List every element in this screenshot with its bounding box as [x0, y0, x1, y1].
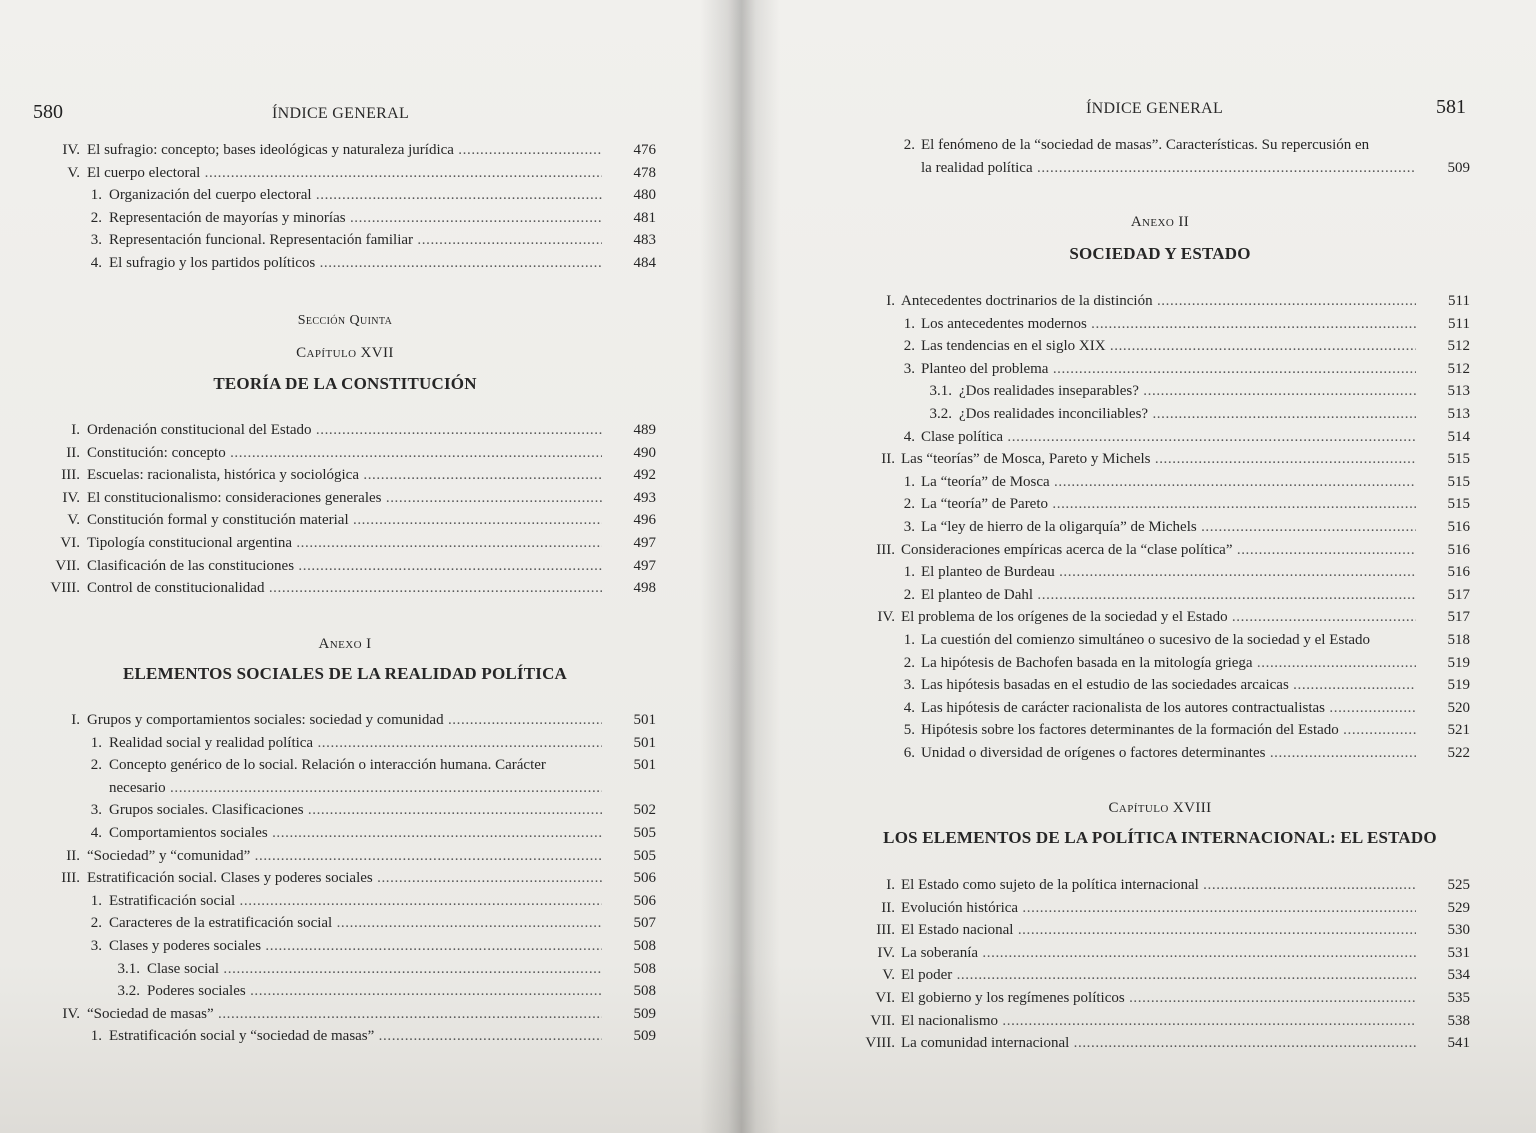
toc-entry-title: La hipótesis de Bachofen basada en la mitología griega ..... — [921, 652, 1416, 675]
toc-entry-title: necesario ..... — [109, 777, 602, 800]
toc-entry-number: II. — [66, 444, 80, 461]
toc-entry-number: 3. — [90, 802, 102, 819]
toc-entry — [760, 1010, 1536, 1033]
toc-entry-page: 489 — [633, 422, 656, 438]
toc-entry-number: 2. — [903, 338, 915, 355]
toc-entry-number: 4. — [903, 428, 915, 445]
toc-entry — [0, 464, 740, 487]
toc-entry-title: El Estado nacional ..... — [901, 919, 1416, 942]
toc-entry-number: 4. — [90, 824, 102, 841]
toc-entry-number: IV. — [877, 609, 895, 626]
toc-entry — [760, 403, 1536, 426]
toc-entry-title: El constitucionalismo: consideraciones generales ..... — [87, 487, 602, 510]
toc-entry-page: 515 — [1447, 496, 1470, 513]
toc-entry-title: ¿Dos realidades inseparables? ..... — [959, 380, 1416, 403]
toc-entry — [0, 1025, 740, 1048]
toc-entry — [760, 380, 1536, 403]
toc-entry-title: Estratificación social. Clases y poderes sociales ..... — [87, 867, 602, 890]
toc-entry-number: 1. — [90, 892, 102, 909]
left-page — [0, 0, 740, 1133]
toc-entry-page: 515 — [1447, 451, 1470, 468]
toc-entry-number: IV. — [62, 1005, 80, 1022]
toc-entry-page: 509 — [633, 1005, 656, 1022]
toc-entry-title: La comunidad internacional ..... — [901, 1032, 1416, 1055]
running-head: ÍNDICE GENERAL — [1086, 100, 1224, 117]
toc-entry — [0, 867, 740, 890]
toc-entry — [0, 822, 740, 845]
toc-entry-number: 3. — [903, 360, 915, 377]
toc-entry-title: El poder ..... — [901, 964, 1416, 987]
toc-entry-title: Grupos y comportamientos sociales: sociedad y comunidad ..... — [87, 709, 602, 732]
toc-entry-title: Tipología constitucional argentina ..... — [87, 532, 602, 555]
toc-entry — [0, 487, 740, 510]
toc-entry-title: Organización del cuerpo electoral ..... — [109, 184, 602, 207]
toc-entry-title: El Estado como sujeto de la política internacional ..... — [901, 874, 1416, 897]
toc-entry-number: III. — [876, 922, 895, 939]
toc-entry-number: 2. — [903, 654, 915, 671]
toc-entry-page: 490 — [633, 444, 656, 461]
toc-entry — [760, 629, 1536, 652]
toc-entry-title: La “teoría” de Mosca ..... — [921, 471, 1416, 494]
toc-entry-page: 509 — [1447, 159, 1470, 176]
toc-entry-page: 538 — [1447, 1012, 1470, 1029]
toc-entry — [760, 448, 1536, 471]
toc-entry — [760, 606, 1536, 629]
toc-entry-page: 497 — [633, 557, 656, 574]
toc-entry — [0, 709, 740, 732]
toc-entry — [0, 184, 740, 207]
toc-entry — [0, 252, 740, 275]
right-page — [760, 0, 1536, 1133]
toc-entry-number: VIII. — [50, 580, 80, 597]
toc-block-sociedad-estado — [760, 290, 1536, 764]
toc-entry-title: Escuelas: racionalista, histórica y sociológica ..... — [87, 464, 602, 487]
toc-entry-page: 508 — [633, 960, 656, 977]
toc-entry-page: 478 — [633, 164, 656, 181]
toc-entry-number: V. — [882, 967, 895, 984]
toc-entry-number: II. — [881, 899, 895, 916]
toc-entry — [760, 493, 1536, 516]
toc-entry — [760, 516, 1536, 539]
toc-entry-page: 525 — [1447, 877, 1470, 893]
toc-entry-number: 3.2. — [117, 983, 140, 1000]
toc-entry-title: Caracteres de la estratificación social ..... — [109, 912, 602, 935]
toc-entry-page: 509 — [633, 1028, 656, 1045]
toc-entry-number: V. — [67, 512, 80, 529]
toc-entry-number: 5. — [903, 722, 915, 739]
toc-entry-number: 1. — [90, 1028, 102, 1045]
toc-entry-page: 501 — [633, 712, 656, 728]
toc-entry-page: 497 — [633, 534, 656, 551]
toc-entry-title: El planteo de Burdeau ..... — [921, 561, 1416, 584]
toc-entry-page: 512 — [1447, 338, 1470, 355]
toc-entry-title: Poderes sociales ..... — [147, 980, 602, 1003]
page-number: 580 — [33, 101, 63, 123]
toc-entry — [0, 980, 740, 1003]
toc-entry — [0, 935, 740, 958]
toc-entry-title: El sufragio: concepto; bases ideológicas y naturaleza jurídica ..... — [87, 139, 602, 162]
toc-entry-number: 3.2. — [929, 405, 952, 422]
toc-entry-page: 512 — [1447, 360, 1470, 377]
toc-entry-number: 3. — [903, 518, 915, 535]
toc-entry-page: 513 — [1447, 405, 1470, 422]
toc-entry — [0, 1003, 740, 1026]
toc-entry-number: III. — [876, 541, 895, 558]
toc-entry-page: 515 — [1447, 473, 1470, 490]
toc-entry-page: 507 — [633, 915, 656, 932]
toc-entry-title: la realidad política ..... — [921, 157, 1416, 180]
toc-entry — [0, 139, 740, 162]
toc-entry-page: 511 — [1448, 315, 1470, 332]
toc-entry-page: 498 — [633, 580, 656, 597]
toc-entry — [0, 754, 740, 777]
toc-entry-title: ¿Dos realidades inconciliables? ..... — [959, 403, 1416, 426]
toc-entry-page: 492 — [633, 467, 656, 484]
toc-entry — [760, 426, 1536, 449]
toc-entry-title: Concepto genérico de lo social. Relación o interacción humana. Carácter — [109, 757, 546, 774]
toc-entry-number: 2. — [903, 496, 915, 513]
toc-entry — [0, 207, 740, 230]
toc-entry — [760, 1032, 1536, 1055]
toc-entry-title: La “teoría” de Pareto ..... — [921, 493, 1416, 516]
chapter-title: TEORÍA DE LA CONSTITUCIÓN — [213, 374, 477, 393]
toc-entry-number: 1. — [903, 315, 915, 332]
toc-entry-number: 2. — [903, 137, 915, 153]
toc-entry — [760, 335, 1536, 358]
toc-entry-page: 529 — [1447, 899, 1470, 916]
toc-entry — [0, 162, 740, 185]
toc-entry — [760, 471, 1536, 494]
toc-entry-page: 514 — [1447, 428, 1470, 445]
toc-entry-title: Control de constitucionalidad ..... — [87, 577, 602, 600]
toc-entry-number: 2. — [903, 586, 915, 603]
toc-entry-title: Constitución formal y constitución material ..... — [87, 509, 602, 532]
toc-entry-title: Clase social ..... — [147, 958, 602, 981]
toc-entry — [760, 290, 1536, 313]
section-label: Sección Quinta — [297, 313, 393, 328]
running-head: ÍNDICE GENERAL — [272, 105, 410, 122]
chapter-label: Capítulo XVII — [296, 345, 394, 361]
toc-entry — [0, 912, 740, 935]
toc-entry-page: 531 — [1447, 944, 1470, 961]
toc-entry-page: 505 — [633, 847, 656, 864]
toc-entry-title: Representación funcional. Representación familiar ..... — [109, 229, 602, 252]
toc-entry-number: IV. — [877, 944, 895, 961]
toc-entry-title: Las “teorías” de Mosca, Pareto y Michels ..... — [901, 448, 1416, 471]
toc-entry-page: 521 — [1447, 722, 1470, 739]
toc-entry-page: 517 — [1447, 586, 1470, 603]
toc-entry-page: 519 — [1447, 677, 1470, 694]
toc-entry-number: 2. — [90, 757, 102, 774]
toc-entry-title: El cuerpo electoral ..... — [87, 162, 602, 185]
toc-entry-number: 1. — [90, 187, 102, 204]
toc-entry-title: Estratificación social ..... — [109, 890, 602, 913]
toc-entry-title: Constitución: concepto ..... — [87, 442, 602, 465]
toc-entry — [760, 313, 1536, 336]
toc-entry-number: VII. — [870, 1012, 895, 1029]
toc-entry-page: 513 — [1447, 383, 1470, 400]
toc-entry-number: VI. — [60, 534, 80, 551]
toc-entry — [0, 799, 740, 822]
toc-entry-number: 1. — [903, 564, 915, 581]
toc-entry-page: 517 — [1447, 609, 1470, 626]
toc-entry-number: III. — [61, 467, 80, 484]
toc-entry-number: 1. — [903, 631, 915, 648]
toc-entry-page: 483 — [633, 232, 656, 249]
toc-entry-title: La soberanía ..... — [901, 942, 1416, 965]
toc-entry — [760, 897, 1536, 920]
toc-entry-title: Clase política ..... — [921, 426, 1416, 449]
toc-entry-title: Consideraciones empíricas acerca de la “clase política” ..... — [901, 539, 1416, 562]
toc-entry-title: Antecedentes doctrinarios de la distinción ..... — [901, 290, 1416, 313]
toc-entry — [0, 555, 740, 578]
toc-entry — [0, 890, 740, 913]
annex-title: SOCIEDAD Y ESTADO — [1069, 244, 1251, 263]
toc-entry-page: 511 — [1448, 293, 1470, 309]
toc-entry-title: Representación de mayorías y minorías ..... — [109, 207, 602, 230]
toc-entry-number: 4. — [90, 254, 102, 271]
toc-entry — [760, 697, 1536, 720]
toc-entry-page: 520 — [1447, 699, 1470, 716]
toc-entry-page: 516 — [1447, 564, 1470, 581]
chapter-title: LOS ELEMENTOS DE LA POLÍTICA INTERNACIONAL: EL ESTADO — [883, 828, 1437, 847]
toc-entry — [0, 229, 740, 252]
toc-entry-page: 493 — [633, 489, 656, 506]
toc-entry-title: El planteo de Dahl ..... — [921, 584, 1416, 607]
toc-entry — [0, 509, 740, 532]
toc-entry-title: El sufragio y los partidos políticos ..... — [109, 252, 602, 275]
toc-entry-page: 506 — [633, 892, 656, 909]
toc-entry — [760, 584, 1536, 607]
toc-entry-page: 505 — [633, 824, 656, 841]
toc-entry — [0, 958, 740, 981]
toc-entry-page: 481 — [633, 209, 656, 226]
toc-entry-number: VI. — [875, 989, 895, 1006]
toc-entry-title: El nacionalismo ..... — [901, 1010, 1416, 1033]
toc-entry-title: Evolución histórica ..... — [901, 897, 1416, 920]
toc-entry-number: 1. — [90, 734, 102, 751]
toc-entry-page: 501 — [633, 734, 656, 751]
toc-entry-title: Realidad social y realidad política ..... — [109, 732, 602, 755]
toc-entry-title: “Sociedad” y “comunidad” ..... — [87, 845, 602, 868]
toc-entry — [0, 419, 740, 442]
toc-entry — [760, 942, 1536, 965]
toc-entry-number: VII. — [55, 557, 80, 574]
toc-entry — [760, 157, 1536, 180]
toc-entry-number: 3.1. — [929, 383, 952, 400]
toc-entry — [760, 964, 1536, 987]
toc-entry-title: El gobierno y los regímenes políticos ..... — [901, 987, 1416, 1010]
toc-entry-number: II. — [66, 847, 80, 864]
toc-entry-title: Grupos sociales. Clasificaciones ..... — [109, 799, 602, 822]
toc-entry-page: 496 — [633, 512, 656, 529]
toc-entry-title: Las tendencias en el siglo XIX ..... — [921, 335, 1416, 358]
toc-entry-title: Clasificación de las constituciones ..... — [87, 555, 602, 578]
toc-entry — [0, 777, 740, 800]
toc-entry — [0, 532, 740, 555]
toc-entry-title: El fenómeno de la “sociedad de masas”. Características. Su repercusión en — [921, 137, 1370, 153]
toc-entry-page: 535 — [1447, 989, 1470, 1006]
toc-entry-number: 2. — [90, 209, 102, 226]
toc-entry-page: 519 — [1447, 654, 1470, 671]
toc-entry — [0, 845, 740, 868]
toc-entry-title: Clases y poderes sociales ..... — [109, 935, 602, 958]
toc-block-sociedad-masas — [760, 134, 1536, 179]
toc-entry-page: 516 — [1447, 541, 1470, 558]
toc-entry — [0, 442, 740, 465]
toc-entry-number: 3. — [903, 677, 915, 694]
toc-entry-number: 6. — [903, 744, 915, 761]
toc-entry — [760, 539, 1536, 562]
toc-entry-number: 3. — [90, 232, 102, 249]
toc-block-elementos-sociales — [0, 709, 740, 1048]
toc-entry-number: 1. — [903, 473, 915, 490]
toc-entry-page: 501 — [633, 757, 656, 774]
toc-entry — [0, 732, 740, 755]
annex-label: Anexo II — [1130, 214, 1190, 230]
toc-entry — [760, 919, 1536, 942]
toc-block-constitucion — [0, 419, 740, 600]
toc-entry-title: Planteo del problema ..... — [921, 358, 1416, 381]
toc-entry-page: 541 — [1447, 1035, 1470, 1052]
toc-entry-page: 506 — [633, 870, 656, 887]
toc-entry-number: III. — [61, 870, 80, 887]
toc-entry — [0, 577, 740, 600]
chapter-label: Capítulo XVIII — [1108, 800, 1212, 816]
toc-entry-title: Estratificación social y “sociedad de masas” ..... — [109, 1025, 602, 1048]
toc-entry-title: Los antecedentes modernos ..... — [921, 313, 1416, 336]
toc-entry-page: 530 — [1447, 922, 1470, 939]
toc-entry-title: Las hipótesis de carácter racionalista de los autores contractualistas ..... — [921, 697, 1416, 720]
toc-entry — [760, 987, 1536, 1010]
toc-entry-title: El problema de los orígenes de la sociedad y el Estado ..... — [901, 606, 1416, 629]
toc-entry — [760, 874, 1536, 897]
toc-entry — [760, 134, 1536, 157]
toc-block-politica-internacional — [760, 874, 1536, 1055]
toc-entry — [760, 719, 1536, 742]
toc-entry-title: Unidad o diversidad de orígenes o factores determinantes ..... — [921, 742, 1416, 765]
toc-entry-number: V. — [67, 164, 80, 181]
toc-entry-number: IV. — [62, 142, 80, 158]
toc-entry-number: I. — [71, 712, 80, 728]
toc-entry-page: 516 — [1447, 518, 1470, 535]
annex-label: Anexo I — [318, 636, 372, 652]
toc-entry-number: 3. — [90, 937, 102, 954]
toc-entry-number: 3.1. — [117, 960, 140, 977]
toc-entry-title: Hipótesis sobre los factores determinantes de la formación del Estado ..... — [921, 719, 1416, 742]
toc-entry — [760, 742, 1536, 765]
toc-entry-page: 508 — [633, 937, 656, 954]
toc-entry-title: “Sociedad de masas” ..... — [87, 1003, 602, 1026]
toc-entry-page: 502 — [633, 802, 656, 819]
toc-entry-number: VIII. — [865, 1035, 895, 1052]
toc-entry-number: 2. — [90, 915, 102, 932]
toc-entry-number: I. — [886, 877, 895, 893]
toc-entry — [760, 561, 1536, 584]
toc-entry-title: Ordenación constitucional del Estado ..... — [87, 419, 602, 442]
toc-entry-number: I. — [71, 422, 80, 438]
toc-entry-title: La cuestión del comienzo simultáneo o sucesivo de la sociedad y el Estado — [921, 631, 1371, 648]
page-number: 581 — [1436, 96, 1466, 118]
toc-entry-page: 522 — [1447, 744, 1470, 761]
toc-entry-title: La “ley de hierro de la oligarquía” de Michels ..... — [921, 516, 1416, 539]
toc-entry-page: 508 — [633, 983, 656, 1000]
toc-entry — [760, 674, 1536, 697]
toc-entry-page: 480 — [633, 187, 656, 204]
toc-entry-number: 4. — [903, 699, 915, 716]
toc-entry — [760, 358, 1536, 381]
toc-entry — [760, 652, 1536, 675]
toc-entry-number: I. — [886, 293, 895, 309]
toc-entry-number: IV. — [62, 489, 80, 506]
toc-entry-page: 518 — [1447, 631, 1470, 648]
toc-entry-page: 476 — [633, 142, 656, 158]
toc-entry-title: Comportamientos sociales ..... — [109, 822, 602, 845]
toc-entry-number: II. — [881, 451, 895, 468]
toc-entry-page: 534 — [1447, 967, 1470, 984]
toc-entry-title: Las hipótesis basadas en el estudio de las sociedades arcaicas ..... — [921, 674, 1416, 697]
toc-block-electoral — [0, 139, 740, 275]
annex-title: ELEMENTOS SOCIALES DE LA REALIDAD POLÍTICA — [122, 664, 568, 683]
toc-entry-page: 484 — [633, 254, 656, 271]
